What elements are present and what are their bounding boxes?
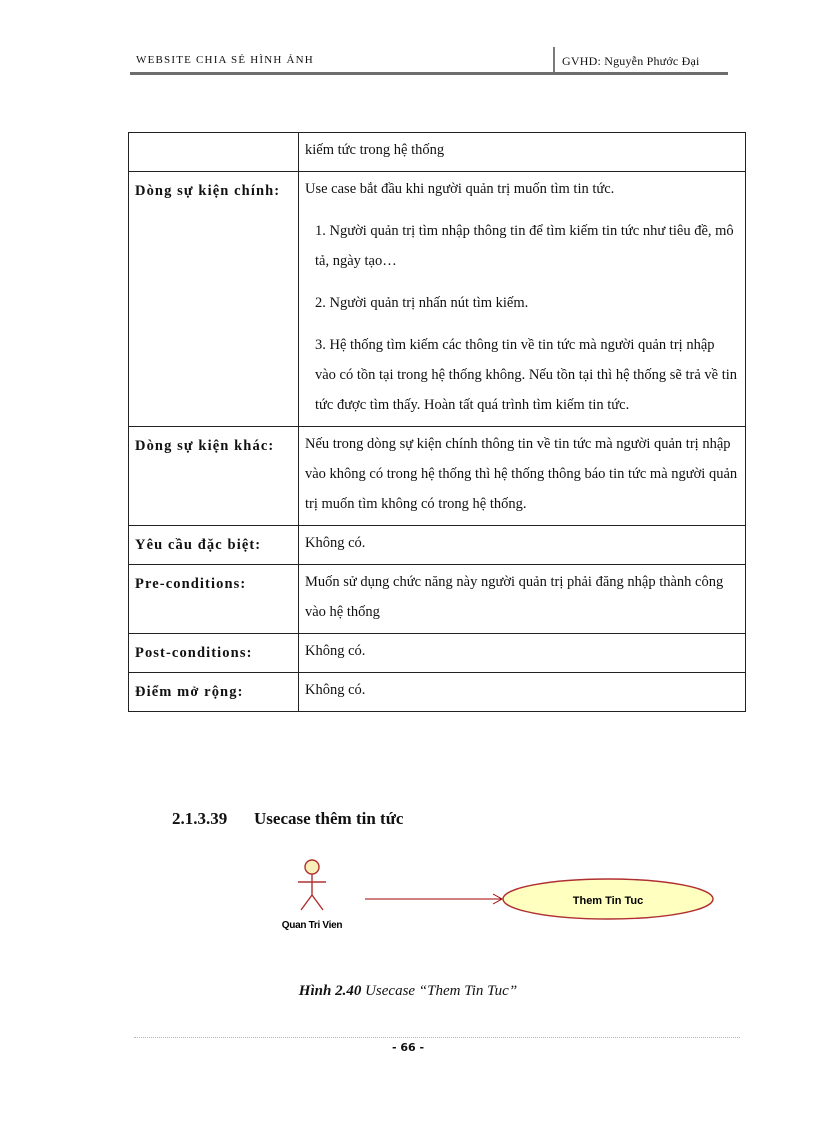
header-document-title: WEBSITE CHIA SẺ HÌNH ẢNH [136,54,314,66]
content-line: Muốn sử dụng chức năng này người quản trị phải đăng nhập thành công vào hệ thống [305,574,724,620]
row-content [299,565,746,634]
content-line: 3. Hệ thống tìm kiếm các thông tin về tin tức mà người quản trị nhập vào có tồn tại trong hệ thống không. Nếu tồn tại thì hệ thống sẽ trả về tin tức được tìm thấy. Hoàn tất quá trình tìm kiếm tin tức. [315,337,738,413]
content-line: Không có. [305,535,366,551]
table-row [129,427,746,526]
table-row [129,172,746,427]
header-advisor: GVHD: Nguyễn Phước Đại [562,54,700,68]
content-line: Không có. [305,643,366,659]
content-line: Không có. [305,682,366,698]
row-label: Post-conditions: [129,634,299,673]
row-label: Dòng sự kiện chính: [129,172,299,427]
row-content [299,526,746,565]
table-row [129,526,746,565]
page-number: - 66 - [391,1041,425,1054]
footer-rule [134,1037,740,1038]
caption-prefix: Hình 2.40 [298,983,362,999]
usecase-diagram [260,850,730,945]
association-arrow [365,894,502,904]
figure-caption [0,983,816,1000]
content-line: Use case bắt đầu khi người quản trị muốn tìm tin tức. [305,181,615,197]
actor-label: Quan Tri Vien [281,920,343,931]
table-row [129,133,746,172]
header-rule [130,72,728,75]
usecase-spec-table [128,132,746,712]
content-line: kiếm tức trong hệ thống [305,142,445,158]
caption-text: Usecase “Them Tin Tuc” [361,983,518,999]
table-row [129,565,746,634]
content-line: 2. Người quản trị nhấn nút tìm kiếm. [315,295,529,311]
row-label [129,133,299,172]
row-content [299,673,746,712]
usecase-label: Them Tin Tuc [572,895,644,907]
row-content [299,172,746,427]
section-number: 2.1.3.39 [172,809,228,828]
table-row [129,634,746,673]
row-content [299,634,746,673]
content-line: Nếu trong dòng sự kiện chính thông tin về tin tức mà người quản trị nhập vào không có trong hệ thống thì hệ thống thông báo tin tức mà người quản trị muốn tìm không có trong hệ thống. [305,436,738,512]
row-label: Pre-conditions: [129,565,299,634]
section-heading [172,809,403,829]
header-separator [553,47,555,73]
content-line: 1. Người quản trị tìm nhập thông tin để tìm kiếm tin tức như tiêu đề, mô tả, ngày tạo… [315,223,734,269]
table-row [129,673,746,712]
row-content [299,133,746,172]
row-label: Điểm mở rộng: [129,673,299,712]
row-content [299,427,746,526]
section-title: Usecase thêm tin tức [254,809,404,828]
row-label: Dòng sự kiện khác: [129,427,299,526]
row-label: Yêu cầu đặc biệt: [129,526,299,565]
actor-figure [298,860,326,910]
